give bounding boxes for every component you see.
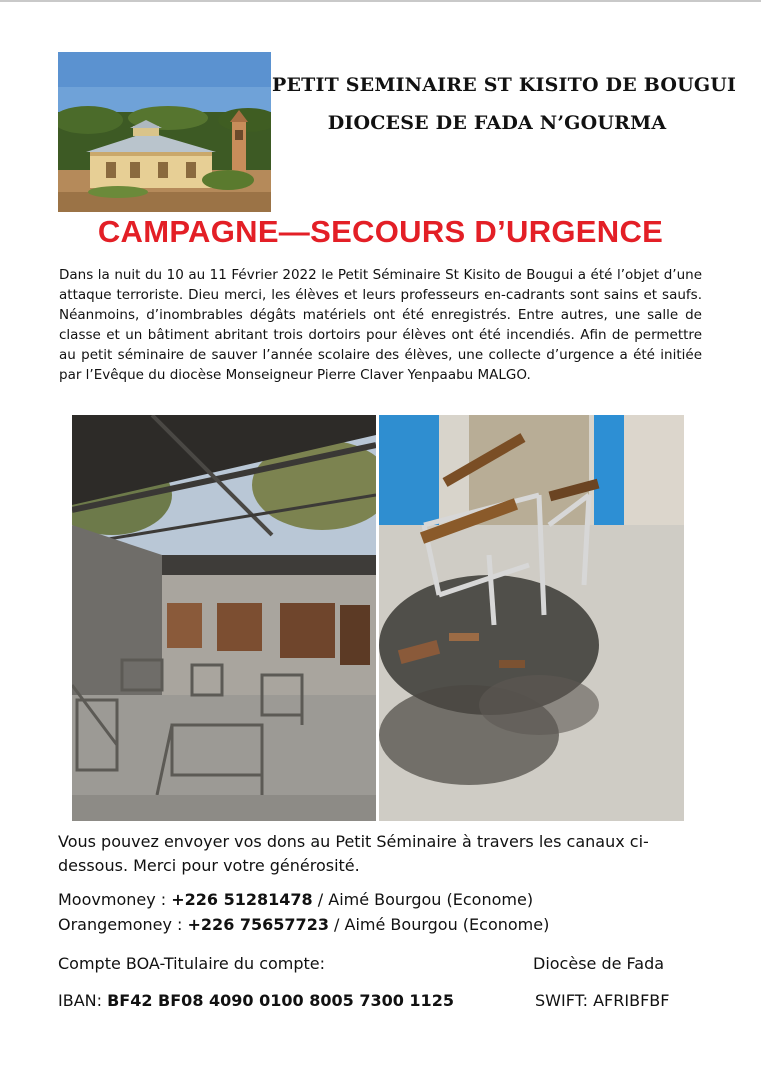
- moovmoney-line: [58, 890, 533, 909]
- intro-paragraph: Dans la nuit du 10 au 11 Février 2022 le Petit Séminaire St Kisito de Bougui a été l’objet d’une attaque terroriste. Dieu merci, les élèves et leurs professeurs en-cadrants sont sains et saufs. Néanmoins, d’inombrables dégâts matériels ont été enregistrés. Entre autres, une salle de classe et un bâtiment abritant trois dortoirs pour élèves ont été incendiés. Afin de permettre au petit séminaire de sauver l’année scolaire des élèves, une collecte d’urgence a été initiée par l’Evêque du diocèse Monseigneur Pierre Claver Yenpaabu MALGO.: [59, 267, 702, 383]
- donation-appeal: Vous pouvez envoyer vos dons au Petit Séminaire à travers les canaux ci-dessous. Merci pour votre générosité.: [58, 832, 649, 875]
- bank-account-label: Compte BOA-Titulaire du compte:: [58, 954, 326, 973]
- top-border: [0, 0, 761, 2]
- iban-value: BF42 BF08 4090 0100 8005 7300 1125: [107, 991, 454, 1010]
- header: [272, 66, 737, 142]
- orangemoney-holder: / Aimé Bourgou (Econome): [328, 915, 550, 934]
- iban-label: IBAN:: [58, 991, 108, 1010]
- seminary-name: PETIT SEMINAIRE ST KISITO DE BOUGUI: [272, 74, 737, 96]
- moovmoney-holder: / Aimé Bourgou (Econome): [312, 890, 534, 909]
- orangemoney-number: +226 75657723: [187, 915, 329, 934]
- seminary-chapel-photo: [58, 52, 271, 212]
- orangemoney-line: [58, 915, 549, 934]
- iban-line: [58, 991, 454, 1010]
- moovmoney-number: +226 51281478: [171, 890, 313, 909]
- burned-dormitory-photo: [72, 415, 376, 821]
- swift-code: SWIFT: AFRIBFBF: [535, 991, 670, 1010]
- burned-desks-photo: [379, 415, 684, 821]
- moovmoney-label: Moovmoney :: [58, 890, 172, 909]
- orangemoney-label: Orangemoney :: [58, 915, 188, 934]
- account-holder: Diocèse de Fada: [533, 954, 665, 973]
- diocese-name: DIOCESE DE FADA N’GOURMA: [327, 112, 667, 134]
- campaign-title: CAMPAGNE—SECOURS D’URGENCE: [97, 214, 664, 249]
